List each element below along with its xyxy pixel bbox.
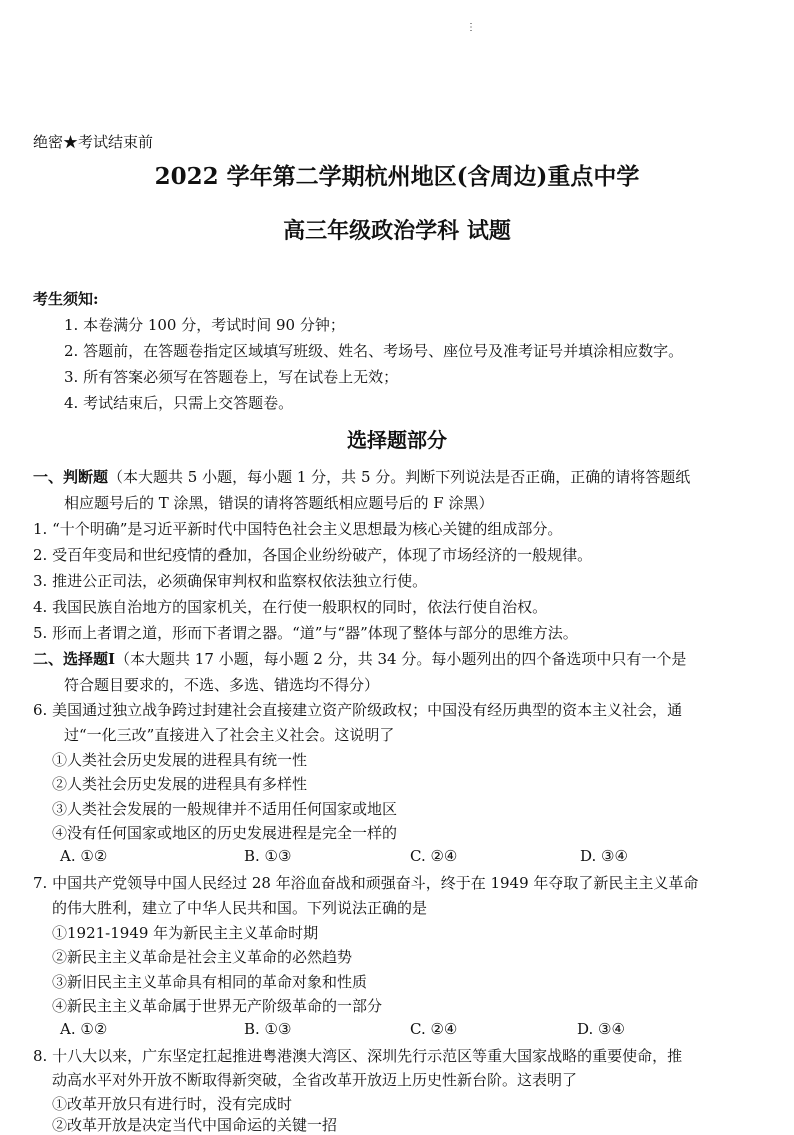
part1-desc: （本大题共 5 小题，每小题 1 分，共 5 分。判断下列说法是否正确，正确的请将答题纸 bbox=[108, 468, 691, 486]
part2-desc: （本大题共 17 小题，每小题 2 分，共 34 分。每小题列出的四个备选项中只有一个是 bbox=[115, 650, 687, 668]
confidential-label: 绝密★考试结束前 bbox=[33, 133, 154, 151]
q6-option-c: C. ②④ bbox=[410, 847, 458, 865]
part1-heading bbox=[33, 466, 690, 487]
judge-item: 2. 受百年变局和世纪疫情的叠加，各国企业纷纷破产，体现了市场经济的一般规律。 bbox=[33, 546, 593, 564]
q7-option-b: B. ①③ bbox=[244, 1020, 292, 1038]
exam-subtitle: 高三年级政治学科 试题 bbox=[283, 218, 511, 244]
scan-mark: ⋮ bbox=[466, 22, 476, 33]
notice-item: 2. 答题前，在答题卷指定区域填写班级、姓名、考场号、座位号及准考证号并填涂相应数字。 bbox=[64, 342, 684, 360]
question-6-stem-cont: 过“一化三改”直接进入了社会主义社会。这说明了 bbox=[64, 726, 395, 744]
question-6-stem: 6. 美国通过独立战争跨过封建社会直接建立资产阶级政权；中国没有经历典型的资本主义社会，通 bbox=[33, 701, 683, 719]
q7-statement: ④新民主主义革命属于世界无产阶级革命的一部分 bbox=[52, 997, 383, 1015]
q7-option-a: A. ①② bbox=[60, 1020, 108, 1038]
part2-label: 二、选择题Ⅰ bbox=[33, 650, 116, 668]
part2-desc-cont: 符合题目要求的，不选、多选、错选均不得分） bbox=[64, 676, 380, 694]
q6-statement: ①人类社会历史发展的进程具有统一性 bbox=[52, 751, 308, 769]
notice-item: 4. 考试结束后，只需上交答题卷。 bbox=[64, 394, 294, 412]
part1-label: 一、判断题 bbox=[33, 468, 109, 486]
q7-statement: ①1921-1949 年为新民主主义革命时期 bbox=[52, 924, 319, 942]
q7-option-c: C. ②④ bbox=[410, 1020, 458, 1038]
section-title: 选择题部分 bbox=[347, 428, 447, 452]
q8-statement: ②改革开放是决定当代中国命运的关键一招 bbox=[52, 1116, 338, 1134]
q6-option-b: B. ①③ bbox=[244, 847, 292, 865]
question-7-stem-cont: 的伟大胜利，建立了中华人民共和国。下列说法正确的是 bbox=[52, 899, 428, 917]
notice-item: 3. 所有答案必须写在答题卷上，写在试卷上无效； bbox=[64, 368, 399, 386]
question-8-stem-cont: 动高水平对外开放不断取得新突破，全省改革开放迈上历史性新台阶。这表明了 bbox=[52, 1071, 578, 1089]
judge-item: 5. 形而上者谓之道，形而下者谓之器。“道”与“器”体现了整体与部分的思维方法。 bbox=[33, 624, 578, 642]
q6-statement: ④没有任何国家或地区的历史发展进程是完全一样的 bbox=[52, 824, 398, 842]
q7-statement: ②新民主主义革命是社会主义革命的必然趋势 bbox=[52, 948, 353, 966]
question-8-stem: 8. 十八大以来，广东坚定扛起推进粤港澳大湾区、深圳先行示范区等重大国家战略的重要使命，推 bbox=[33, 1047, 683, 1065]
question-7-stem: 7. 中国共产党领导中国人民经过 28 年浴血奋战和顽强奋斗，终于在 1949 年夺取了新民主主义革命 bbox=[33, 874, 699, 892]
q6-statement: ③人类社会发展的一般规律并不适用任何国家或地区 bbox=[52, 800, 398, 818]
exam-title: 2022 学年第二学期杭州地区(含周边)重点中学 bbox=[154, 163, 640, 190]
part1-desc-cont: 相应题号后的 T 涂黑，错误的请将答题纸相应题号后的 F 涂黑） bbox=[64, 494, 494, 512]
q8-statement: ①改革开放只有进行时，没有完成时 bbox=[52, 1095, 293, 1113]
judge-item: 3. 推进公正司法，必须确保审判权和监察权依法独立行使。 bbox=[33, 572, 428, 590]
notice-item: 1. 本卷满分 100 分，考试时间 90 分钟； bbox=[64, 316, 345, 334]
q7-statement: ③新旧民主主义革命具有相同的革命对象和性质 bbox=[52, 973, 368, 991]
q6-option-d: D. ③④ bbox=[580, 847, 628, 865]
judge-item: 4. 我国民族自治地方的国家机关，在行使一般职权的同时，依法行使自治权。 bbox=[33, 598, 548, 616]
notice-heading: 考生须知: bbox=[33, 290, 99, 308]
q6-statement: ②人类社会历史发展的进程具有多样性 bbox=[52, 775, 308, 793]
q7-option-d: D. ③④ bbox=[577, 1020, 625, 1038]
part2-heading bbox=[33, 648, 686, 669]
q6-option-a: A. ①② bbox=[60, 847, 108, 865]
judge-item: 1. “十个明确”是习近平新时代中国特色社会主义思想最为核心关键的组成部分。 bbox=[33, 520, 563, 538]
